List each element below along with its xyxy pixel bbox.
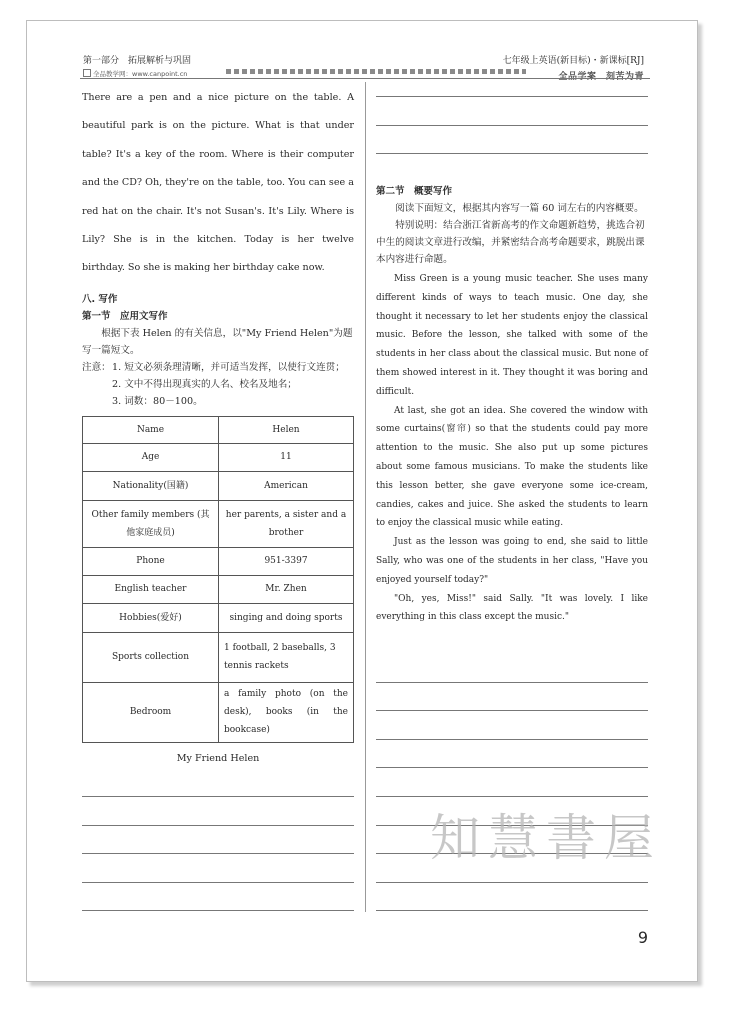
- table-row: [83, 416, 354, 443]
- writing-instruction: 根据下表 Helen 的有关信息，以"My Friend Helen"为题写一篇短文。: [82, 327, 353, 356]
- column-divider: [365, 82, 366, 912]
- writing-line: [376, 710, 648, 711]
- story-paragraph: At last, she got an idea. She covered the window with some curtains(窗帘) so that the students could pay more attention to the music. She also put up some pictures about some famous musicians. To make the students like this lesson better, she gave everyone some ice-cream, candies, cakes and juice. She asked the students to learn to enjoy the classical music while eating.: [376, 405, 648, 529]
- writing-line: [376, 767, 648, 768]
- table-cell: Nationality(国籍): [83, 471, 219, 500]
- writing-line: [82, 825, 354, 826]
- writing-line: [376, 125, 648, 126]
- table-cell: a family photo (on the desk), books (in the bookcase): [219, 682, 354, 742]
- section-title: 八. 写作: [82, 293, 118, 305]
- table-cell: 11: [219, 443, 354, 471]
- writing-line: [376, 882, 648, 883]
- brand-logo: 全品学案 刻苦为青: [558, 72, 644, 82]
- table-cell: singing and doing sports: [219, 603, 354, 632]
- site-icon: [83, 69, 91, 77]
- table-cell: Phone: [83, 547, 219, 575]
- table-row: [83, 471, 354, 500]
- table-row: [83, 547, 354, 575]
- table-cell: Name: [83, 416, 219, 443]
- writing-line: [376, 796, 648, 797]
- story-paragraph: Just as the lesson was going to end, she said to little Sally, who was one of the students in her class, "Have you enjoyed yourself today?": [376, 537, 648, 585]
- table-row: [83, 603, 354, 632]
- header-left: [83, 53, 191, 78]
- passage-text: There are a pen and a nice picture on the table. A beautiful park is on the picture. What is that under table? It's a key of the room. Where is their computer and the CD? Oh, they're on the table, too. You can see a red hat on the chair. It's not Susan's. It's Lily. Where is Lily? She is in the kitchen. Today is her twelve birthday. So she is making her birthday cake now.: [82, 92, 354, 274]
- table-cell: her parents, a sister and a brother: [219, 500, 354, 547]
- notes-block: [82, 359, 354, 410]
- header-dots: [226, 69, 526, 74]
- note-item: 3. 词数：80－100。: [112, 395, 203, 407]
- header-website-text: 全品教学网：www.canpoint.cn: [93, 70, 188, 78]
- note-item: 1. 短文必须条理清晰，并可适当发挥，以使行文连贯；: [112, 361, 345, 373]
- header-rule: [80, 78, 650, 79]
- watermark: 知慧書屋: [430, 809, 662, 867]
- table-cell: Hobbies(爱好): [83, 603, 219, 632]
- table-row: [83, 575, 354, 603]
- table-cell: 1 football, 2 baseballs, 3 tennis rackets: [219, 632, 354, 682]
- writing-line: [82, 853, 354, 854]
- table-cell: Mr. Zhen: [219, 575, 354, 603]
- table-cell: 951-3397: [219, 547, 354, 575]
- info-table: [82, 416, 354, 743]
- subsection-title-1: 第一节 应用文写作: [82, 310, 168, 322]
- table-cell: Age: [83, 443, 219, 471]
- table-cell: Bedroom: [83, 682, 219, 742]
- story-paragraph: "Oh, yes, Miss!" said Sally. "It was lovely. I like everything in this class except the music.": [376, 593, 648, 623]
- table-row: [83, 500, 354, 547]
- table-cell: American: [219, 471, 354, 500]
- page-number: 9: [637, 928, 648, 947]
- table-cell: Sports collection: [83, 632, 219, 682]
- writing-line: [82, 882, 354, 883]
- writing-line: [376, 153, 648, 154]
- header-left-title: 第一部分 拓展解析与巩固: [83, 56, 192, 66]
- note-item: 2. 文中不得出现真实的人名、校名及地名；: [112, 378, 297, 390]
- summary-instruction: 阅读下面短文，根据其内容写一篇 60 词左右的内容概要。: [395, 203, 644, 214]
- essay-title: My Friend Helen: [176, 752, 260, 764]
- table-cell: English teacher: [83, 575, 219, 603]
- writing-line: [376, 96, 648, 97]
- story-paragraph: Miss Green is a young music teacher. She uses many different kinds of ways to teach music. One day, she thought it necessary to let her students enjoy the classical music. Before the lesson, she talked with some of the students in her class about the classical music. But none of them showed interest in it. They thought it was boring and difficult.: [376, 274, 648, 397]
- note-label: 注意：: [82, 361, 111, 373]
- writing-line: [376, 682, 648, 683]
- header-website: [83, 69, 191, 78]
- writing-line: [376, 910, 648, 911]
- writing-line: [82, 910, 354, 911]
- table-row: [83, 682, 354, 742]
- table-cell: Helen: [219, 416, 354, 443]
- header-right-title: 七年级上英语(新目标)・新课标[RJ]: [502, 56, 644, 66]
- special-note: 特别说明：结合浙江省新高考的作文命题新趋势，挑选合初中生的阅读文章进行改编，并紧密结合高考命题要求，跳脱出课本内容进行命题。: [376, 220, 645, 265]
- table-row: [83, 443, 354, 471]
- table-cell: Other family members (其他家庭成员): [83, 500, 219, 547]
- left-column: [82, 84, 354, 764]
- writing-line: [376, 739, 648, 740]
- writing-line: [82, 796, 354, 797]
- subsection-title-2: 第二节 概要写作: [376, 186, 453, 197]
- right-column: [376, 183, 648, 627]
- table-row: [83, 632, 354, 682]
